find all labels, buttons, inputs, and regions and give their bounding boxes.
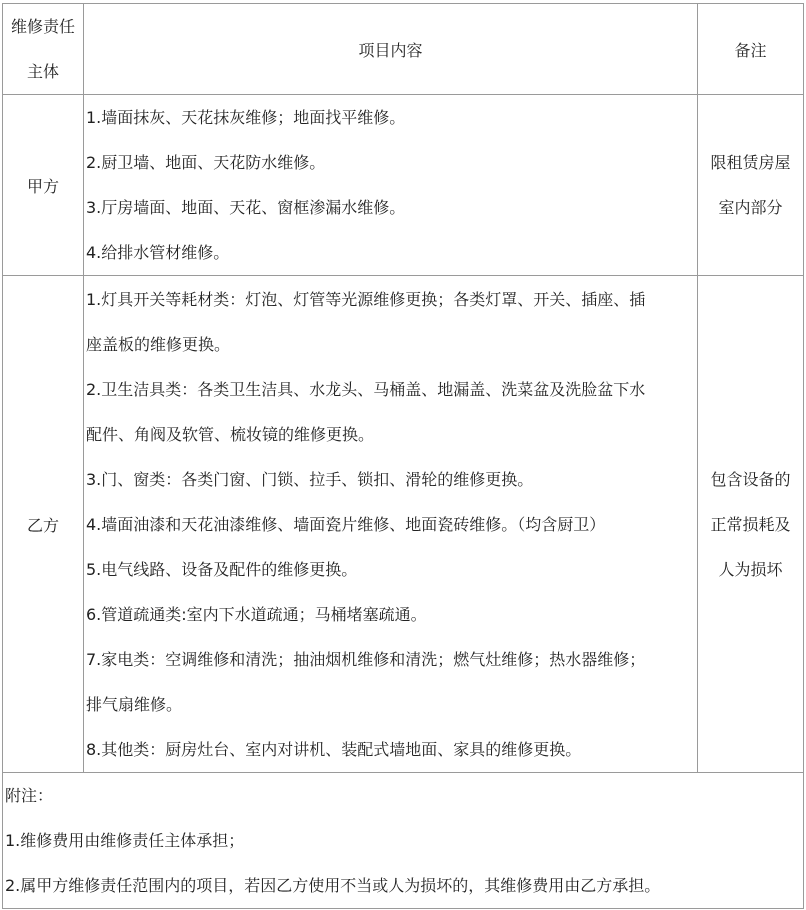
header-row <box>3 4 804 95</box>
party-b-item-7-line-2: 排气扇维修。 <box>86 694 183 714</box>
party-a-note-line-2: 室内部分 <box>718 198 783 217</box>
header-party-line-2: 主体 <box>26 62 59 81</box>
header-content-cell <box>84 4 698 95</box>
party-b-item-1-line-1: 1.灯具开关等耗材类：灯泡、灯管等光源维修更换；各类灯罩、开关、插座、插 <box>86 289 646 309</box>
party-b-item-3: 3.门、窗类：各类门窗、门锁、拉手、锁扣、滑轮的维修更换。 <box>86 469 534 489</box>
party-b-note-line-3: 人为损坏 <box>718 559 783 579</box>
party-b-note-line-2: 正常损耗及 <box>710 514 791 534</box>
party-a-note-line-1: 限租赁房屋 <box>710 153 791 172</box>
party-b-item-5: 5.电气线路、设备及配件的维修更换。 <box>86 559 358 579</box>
party-b-item-2-line-2: 配件、角阀及软管、梳妆镜的维修更换。 <box>86 424 375 444</box>
party-a-cell <box>3 95 84 276</box>
party-b-item-1-line-2: 座盖板的维修更换。 <box>86 334 231 354</box>
party-a-item-2: 2.厨卫墙、地面、天花防水维修。 <box>86 153 326 172</box>
party-a-label: 甲方 <box>26 176 59 196</box>
party-b-cell <box>3 276 84 773</box>
party-a-item-1: 1.墙面抹灰、天花抹灰维修；地面找平维修。 <box>86 108 406 127</box>
party-b-items-cell <box>84 276 698 773</box>
footer-notes-cell <box>3 773 804 909</box>
party-b-item-4: 4.墙面油漆和天花油漆维修、墙面瓷片维修、地面瓷砖维修。（均含厨卫） <box>86 514 606 534</box>
footer-title: 附注： <box>5 786 54 805</box>
row-party-b <box>3 276 804 773</box>
header-note-label: 备注 <box>734 40 767 60</box>
row-party-a <box>3 95 804 276</box>
header-party-line-1: 维修责任 <box>10 17 75 36</box>
party-b-note-cell <box>698 276 804 773</box>
header-content-label: 项目内容 <box>358 40 423 60</box>
party-b-item-7-line-1: 7.家电类：空调维修和清洗；抽油烟机维修和清洗；燃气灶维修；热水器维修； <box>86 649 646 669</box>
party-b-item-6: 6.管道疏通类:室内下水道疏通；马桶堵塞疏通。 <box>86 604 427 624</box>
party-a-item-4: 4.给排水管材维修。 <box>86 243 230 262</box>
party-b-note-line-1: 包含设备的 <box>710 469 791 489</box>
party-a-item-3: 3.厅房墙面、地面、天花、窗框渗漏水维修。 <box>86 198 406 217</box>
party-a-note-cell <box>698 95 804 276</box>
party-a-items-cell <box>84 95 698 276</box>
header-party-cell <box>3 4 84 95</box>
party-b-label: 乙方 <box>26 515 59 535</box>
header-note-cell <box>698 4 804 95</box>
responsibility-table <box>2 3 804 909</box>
footer-note-1: 1.维修费用由维修责任主体承担； <box>5 831 245 850</box>
footer-row <box>3 773 804 909</box>
party-b-item-2-line-1: 2.卫生洁具类：各类卫生洁具、水龙头、马桶盖、地漏盖、洗菜盆及洗脸盆下水 <box>86 379 646 399</box>
footer-note-2: 2.属甲方维修责任范围内的项目，若因乙方使用不当或人为损坏的，其维修费用由乙方承担。 <box>5 876 661 895</box>
party-b-item-8: 8.其他类：厨房灶台、室内对讲机、装配式墙地面、家具的维修更换。 <box>86 739 582 759</box>
